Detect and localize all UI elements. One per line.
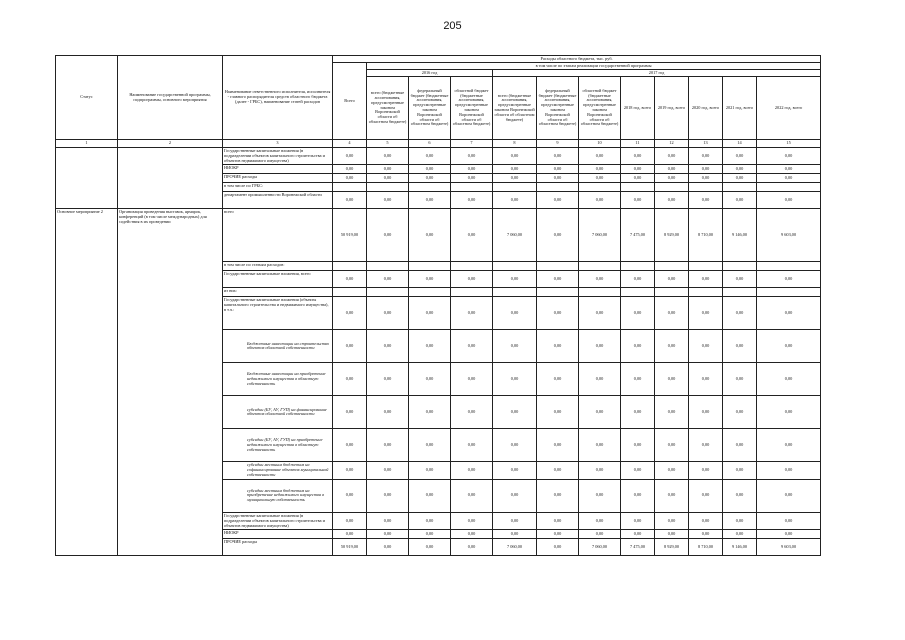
row-value: 0,00: [333, 479, 367, 512]
table-row: [56, 148, 821, 165]
row-expense-item: субсидии местным бюджетам на софинансирование объектов муниципальной собственности: [223, 462, 333, 479]
row-value: 0,00: [367, 192, 409, 209]
row-value: 0,00: [723, 530, 757, 539]
row-value: 0,00: [621, 429, 655, 462]
row-value: 0,00: [537, 330, 579, 363]
row-value: 0,00: [655, 330, 689, 363]
col-number: 15: [757, 140, 821, 148]
row-value: 0,00: [333, 330, 367, 363]
row-value: 0,00: [723, 512, 757, 529]
row-value: 9 603,00: [757, 539, 821, 556]
row-value: 0,00: [493, 396, 537, 429]
row-value: 0,00: [333, 462, 367, 479]
row-value: 0,00: [689, 363, 723, 396]
row-value: 0,00: [333, 512, 367, 529]
row-value: 0,00: [493, 512, 537, 529]
row-value: 0,00: [367, 174, 409, 183]
row-program-name: Организация проведения выставок, ярмарок, конференций (в том числе международных) для содействия в их проведении: [118, 209, 223, 556]
column-numbers-row: [56, 140, 821, 148]
row-value: 0,00: [333, 363, 367, 396]
row-value: 0,00: [723, 479, 757, 512]
row-value: 0,00: [621, 174, 655, 183]
row-value: 0,00: [757, 165, 821, 174]
row-value: 0,00: [537, 530, 579, 539]
row-value: 0,00: [723, 462, 757, 479]
row-value: 0,00: [579, 462, 621, 479]
row-value: 0,00: [409, 530, 451, 539]
row-value: 9 146,00: [723, 539, 757, 556]
row-expense-item: Государственные капитальные вложения (объекты капитального строительства и недвижимого имущества), в т.ч.:: [223, 297, 333, 330]
row-expense-item: в том числе по статьям расходов:: [223, 262, 333, 271]
row-value: 0,00: [579, 429, 621, 462]
row-value: 0,00: [451, 192, 493, 209]
row-value: [757, 288, 821, 297]
row-value: [409, 288, 451, 297]
row-value: 0,00: [689, 396, 723, 429]
row-value: 0,00: [689, 330, 723, 363]
header-col-total-2: всего (бюджетные ассигнования, предусмотренные законом Воронежской области об областном бюджете): [493, 77, 537, 140]
row-value: 8 710,00: [689, 539, 723, 556]
row-value: [451, 288, 493, 297]
table-row: [56, 209, 821, 262]
row-value: 0,00: [367, 209, 409, 262]
col-number: 10: [579, 140, 621, 148]
row-value: 0,00: [757, 297, 821, 330]
row-value: 0,00: [409, 462, 451, 479]
row-value: [621, 288, 655, 297]
row-value: 0,00: [655, 192, 689, 209]
row-value: 0,00: [493, 174, 537, 183]
row-value: 0,00: [333, 396, 367, 429]
row-value: 0,00: [333, 165, 367, 174]
row-value: 0,00: [621, 363, 655, 396]
row-value: [723, 262, 757, 271]
row-value: 0,00: [409, 479, 451, 512]
row-value: 0,00: [689, 530, 723, 539]
row-value: 0,00: [451, 512, 493, 529]
row-value: 8 929,00: [655, 209, 689, 262]
row-value: [409, 262, 451, 271]
row-value: 0,00: [367, 512, 409, 529]
row-value: 0,00: [493, 297, 537, 330]
row-value: 0,00: [621, 396, 655, 429]
row-value: 0,00: [655, 297, 689, 330]
row-expense-item: Бюджетные инвестиции на строительство объектов областной собственности: [223, 330, 333, 363]
row-value: 0,00: [451, 396, 493, 429]
row-value: 0,00: [689, 512, 723, 529]
row-value: [367, 288, 409, 297]
row-value: 0,00: [537, 539, 579, 556]
row-value: 0,00: [579, 330, 621, 363]
row-value: 0,00: [689, 462, 723, 479]
row-value: 0,00: [367, 530, 409, 539]
row-value: 0,00: [537, 297, 579, 330]
row-value: 0,00: [579, 165, 621, 174]
row-value: [655, 262, 689, 271]
row-status: [56, 148, 118, 209]
header-program-name: Наименование государственной программы, подпрограммы, основного мероприятия: [118, 56, 223, 140]
row-value: 0,00: [451, 429, 493, 462]
row-value: 0,00: [757, 530, 821, 539]
header-year-2019: 2019 год, всего: [655, 77, 689, 140]
row-value: 0,00: [757, 330, 821, 363]
header-by-years: в том числе по этапам реализации государственной программы: [367, 63, 821, 70]
row-value: 0,00: [333, 530, 367, 539]
col-number: 12: [655, 140, 689, 148]
row-value: 0,00: [451, 165, 493, 174]
row-value: 0,00: [757, 512, 821, 529]
row-value: 0,00: [409, 174, 451, 183]
row-expense-item: ПРОЧИЕ расходы: [223, 174, 333, 183]
header-col-fed-1: федеральный бюджет (бюджетные ассигнования, предусмотренные законом Воронежской области об областном бюджете): [409, 77, 451, 140]
row-value: [493, 262, 537, 271]
row-value: 0,00: [655, 429, 689, 462]
row-program-name: [118, 148, 223, 209]
row-value: 0,00: [723, 148, 757, 165]
row-value: [493, 183, 537, 192]
row-value: 0,00: [367, 462, 409, 479]
row-value: 0,00: [537, 479, 579, 512]
row-value: [537, 183, 579, 192]
row-value: 0,00: [579, 530, 621, 539]
row-value: [689, 288, 723, 297]
row-value: 0,00: [621, 462, 655, 479]
row-value: 0,00: [367, 165, 409, 174]
row-value: 0,00: [409, 297, 451, 330]
row-value: 0,00: [367, 363, 409, 396]
row-value: 0,00: [655, 363, 689, 396]
row-value: 0,00: [579, 363, 621, 396]
row-value: 0,00: [621, 148, 655, 165]
row-value: 0,00: [689, 165, 723, 174]
row-value: 0,00: [493, 165, 537, 174]
row-value: 0,00: [537, 209, 579, 262]
header-year-2016: 2016 год: [367, 70, 493, 77]
row-value: 0,00: [689, 297, 723, 330]
row-expense-item: НИОКР: [223, 530, 333, 539]
header-status: Статус: [56, 56, 118, 140]
row-value: 0,00: [723, 297, 757, 330]
row-value: 0,00: [757, 174, 821, 183]
row-value: 0,00: [409, 429, 451, 462]
col-number: 7: [451, 140, 493, 148]
row-value: 0,00: [451, 174, 493, 183]
row-value: 0,00: [451, 462, 493, 479]
row-value: [621, 183, 655, 192]
row-expense-item: субсидии (БУ, АУ, ГУП) на финансирование объектов областной собственности: [223, 396, 333, 429]
row-value: 0,00: [621, 165, 655, 174]
row-value: 8 710,00: [689, 209, 723, 262]
row-value: 0,00: [333, 297, 367, 330]
row-value: 0,00: [537, 165, 579, 174]
row-value: 0,00: [537, 363, 579, 396]
row-value: 0,00: [655, 512, 689, 529]
col-number: 3: [223, 140, 333, 148]
row-value: 0,00: [537, 174, 579, 183]
row-value: 7 060,00: [493, 209, 537, 262]
row-value: 0,00: [367, 297, 409, 330]
row-value: 0,00: [367, 148, 409, 165]
row-value: 9 146,00: [723, 209, 757, 262]
row-value: 0,00: [689, 271, 723, 288]
row-value: 0,00: [367, 271, 409, 288]
row-value: 0,00: [333, 174, 367, 183]
row-value: 0,00: [537, 271, 579, 288]
row-value: 0,00: [723, 396, 757, 429]
row-value: 0,00: [579, 512, 621, 529]
row-value: 0,00: [621, 479, 655, 512]
row-value: 0,00: [537, 192, 579, 209]
row-value: [655, 183, 689, 192]
row-value: 50 919,00: [333, 539, 367, 556]
row-value: 0,00: [621, 530, 655, 539]
header-year-2021: 2021 год, всего: [723, 77, 757, 140]
row-expense-item: из них:: [223, 288, 333, 297]
row-value: 0,00: [451, 148, 493, 165]
row-value: [723, 183, 757, 192]
row-value: 0,00: [493, 429, 537, 462]
col-number: 13: [689, 140, 723, 148]
row-value: 0,00: [451, 539, 493, 556]
row-expense-item: субсидии местным бюджетам на приобретение недвижимого имущества в муниципальную собственность: [223, 479, 333, 512]
row-expense-item: Государственные капитальные вложения, всего: [223, 271, 333, 288]
row-value: 0,00: [493, 148, 537, 165]
row-value: 0,00: [621, 192, 655, 209]
row-value: 0,00: [655, 530, 689, 539]
row-value: 0,00: [757, 429, 821, 462]
row-value: [333, 262, 367, 271]
row-value: 0,00: [409, 209, 451, 262]
row-value: [537, 288, 579, 297]
row-value: [579, 288, 621, 297]
row-value: [333, 183, 367, 192]
row-value: 0,00: [757, 271, 821, 288]
row-value: 0,00: [333, 429, 367, 462]
row-value: 0,00: [655, 165, 689, 174]
row-value: 0,00: [493, 363, 537, 396]
row-value: 0,00: [579, 271, 621, 288]
row-value: [451, 262, 493, 271]
header-expenses-title: Расходы областного бюджета, тыс. руб.: [333, 56, 821, 63]
row-value: 0,00: [537, 396, 579, 429]
row-value: 0,00: [493, 462, 537, 479]
col-number: 14: [723, 140, 757, 148]
row-expense-item: Государственные капитальные вложения (в подразделении объектов капитального строительства и объектов недвижимого имущества): [223, 512, 333, 529]
col-number: 6: [409, 140, 451, 148]
row-value: 0,00: [493, 330, 537, 363]
header-col-obl-2: областной бюджет (бюджетные ассигнования, предусмотренные законом Воронежской области об областном бюджете): [579, 77, 621, 140]
row-value: 0,00: [655, 271, 689, 288]
row-value: 0,00: [367, 429, 409, 462]
row-value: 0,00: [409, 512, 451, 529]
row-value: 0,00: [621, 297, 655, 330]
row-value: [367, 183, 409, 192]
row-value: [333, 288, 367, 297]
row-value: 0,00: [757, 396, 821, 429]
row-value: 0,00: [493, 271, 537, 288]
row-value: 0,00: [579, 192, 621, 209]
row-value: 0,00: [621, 512, 655, 529]
row-value: [757, 183, 821, 192]
row-value: [689, 183, 723, 192]
row-value: 7 475,00: [621, 539, 655, 556]
row-value: 7 475,00: [621, 209, 655, 262]
row-expense-item: субсидии (БУ, АУ, ГУП) на приобретение недвижимого имущества в областную собственность: [223, 429, 333, 462]
row-value: 0,00: [621, 330, 655, 363]
row-value: 0,00: [451, 330, 493, 363]
row-value: 0,00: [723, 192, 757, 209]
row-value: 0,00: [409, 330, 451, 363]
row-value: 0,00: [537, 512, 579, 529]
row-value: 0,00: [451, 530, 493, 539]
page-number: 205: [443, 20, 462, 32]
row-value: 0,00: [757, 148, 821, 165]
row-value: 0,00: [723, 330, 757, 363]
row-value: 0,00: [579, 297, 621, 330]
row-value: [537, 262, 579, 271]
row-value: 0,00: [537, 462, 579, 479]
budget-table-container: [55, 55, 820, 556]
row-value: 0,00: [493, 479, 537, 512]
row-value: 0,00: [689, 192, 723, 209]
row-status: Основное мероприятие 2: [56, 209, 118, 556]
table-body: [56, 148, 821, 556]
row-value: 0,00: [689, 174, 723, 183]
row-value: [655, 288, 689, 297]
row-value: 0,00: [723, 363, 757, 396]
row-expense-item: НИОКР: [223, 165, 333, 174]
col-number: 8: [493, 140, 537, 148]
row-value: 0,00: [409, 396, 451, 429]
row-value: 0,00: [537, 148, 579, 165]
row-value: 0,00: [689, 429, 723, 462]
col-number: 9: [537, 140, 579, 148]
col-number: 1: [56, 140, 118, 148]
row-value: 0,00: [579, 396, 621, 429]
row-value: [689, 262, 723, 271]
col-number: 11: [621, 140, 655, 148]
row-value: 0,00: [409, 271, 451, 288]
row-value: 0,00: [409, 165, 451, 174]
row-value: 8 929,00: [655, 539, 689, 556]
header-year-2020: 2020 год, всего: [689, 77, 723, 140]
row-value: 0,00: [451, 479, 493, 512]
row-value: 0,00: [689, 148, 723, 165]
row-value: 0,00: [757, 363, 821, 396]
row-value: 0,00: [451, 271, 493, 288]
row-value: 0,00: [655, 462, 689, 479]
row-value: 0,00: [757, 192, 821, 209]
row-value: 0,00: [333, 271, 367, 288]
row-value: 0,00: [655, 396, 689, 429]
budget-table: [55, 55, 821, 556]
row-value: 0,00: [537, 429, 579, 462]
row-value: 0,00: [723, 174, 757, 183]
row-value: 0,00: [723, 165, 757, 174]
row-value: 0,00: [655, 148, 689, 165]
row-value: 0,00: [579, 174, 621, 183]
header-col-total-1: всего (бюджетные ассигнования, предусмотренные законом Воронежской области об областном бюджете): [367, 77, 409, 140]
row-value: 7 060,00: [579, 539, 621, 556]
row-value: 50 919,00: [333, 209, 367, 262]
row-value: 0,00: [723, 271, 757, 288]
row-expense-item: всего: [223, 209, 333, 262]
row-value: [621, 262, 655, 271]
col-number: 5: [367, 140, 409, 148]
row-expense-item: Государственные капитальные вложения (в подразделении объектов капитального строительства и объектов недвижимого имущества): [223, 148, 333, 165]
row-value: 0,00: [723, 429, 757, 462]
row-value: 0,00: [493, 530, 537, 539]
row-value: [757, 262, 821, 271]
row-value: 7 060,00: [493, 539, 537, 556]
row-value: [579, 262, 621, 271]
row-value: [451, 183, 493, 192]
col-number: 4: [333, 140, 367, 148]
row-value: 0,00: [333, 148, 367, 165]
row-value: 0,00: [757, 479, 821, 512]
row-value: 0,00: [621, 271, 655, 288]
row-value: 0,00: [367, 396, 409, 429]
header-responsible: Наименование ответственного исполнителя, исполнителя - главного распорядителя средств областного бюджета (далее - ГРБС), наименование статей расходов: [223, 56, 333, 140]
row-value: 7 060,00: [579, 209, 621, 262]
row-value: 9 603,00: [757, 209, 821, 262]
row-value: 0,00: [579, 148, 621, 165]
row-value: 0,00: [689, 479, 723, 512]
row-value: [493, 288, 537, 297]
row-value: 0,00: [579, 479, 621, 512]
row-expense-item: департамент промышленности Воронежской области: [223, 192, 333, 209]
row-value: 0,00: [757, 462, 821, 479]
header-year-2017: 2017 год: [493, 70, 821, 77]
row-value: [409, 183, 451, 192]
row-value: 0,00: [409, 363, 451, 396]
row-value: [579, 183, 621, 192]
row-value: 0,00: [409, 148, 451, 165]
row-value: 0,00: [451, 209, 493, 262]
row-value: 0,00: [655, 174, 689, 183]
row-value: 0,00: [655, 479, 689, 512]
row-value: 0,00: [367, 539, 409, 556]
header-col-obl-1: областной бюджет (бюджетные ассигнования, предусмотренные законом Воронежской области об областном бюджете): [451, 77, 493, 140]
col-number: 2: [118, 140, 223, 148]
row-expense-item: в том числе по ГРБС:: [223, 183, 333, 192]
row-expense-item: Бюджетные инвестиции на приобретение недвижимого имущества в областную собственность: [223, 363, 333, 396]
row-value: 0,00: [333, 192, 367, 209]
row-value: 0,00: [493, 192, 537, 209]
row-value: [367, 262, 409, 271]
row-value: 0,00: [409, 192, 451, 209]
header-total: Всего: [333, 63, 367, 140]
header-year-2022: 2022 год, всего: [757, 77, 821, 140]
row-value: 0,00: [367, 479, 409, 512]
row-value: [723, 288, 757, 297]
row-value: 0,00: [367, 330, 409, 363]
row-expense-item: ПРОЧИЕ расходы: [223, 539, 333, 556]
row-value: 0,00: [409, 539, 451, 556]
row-value: 0,00: [451, 297, 493, 330]
header-col-fed-2: федеральный бюджет (бюджетные ассигнования, предусмотренные законом Воронежской области об областном бюджете): [537, 77, 579, 140]
header-year-2018: 2018 год, всего: [621, 77, 655, 140]
row-value: 0,00: [451, 363, 493, 396]
